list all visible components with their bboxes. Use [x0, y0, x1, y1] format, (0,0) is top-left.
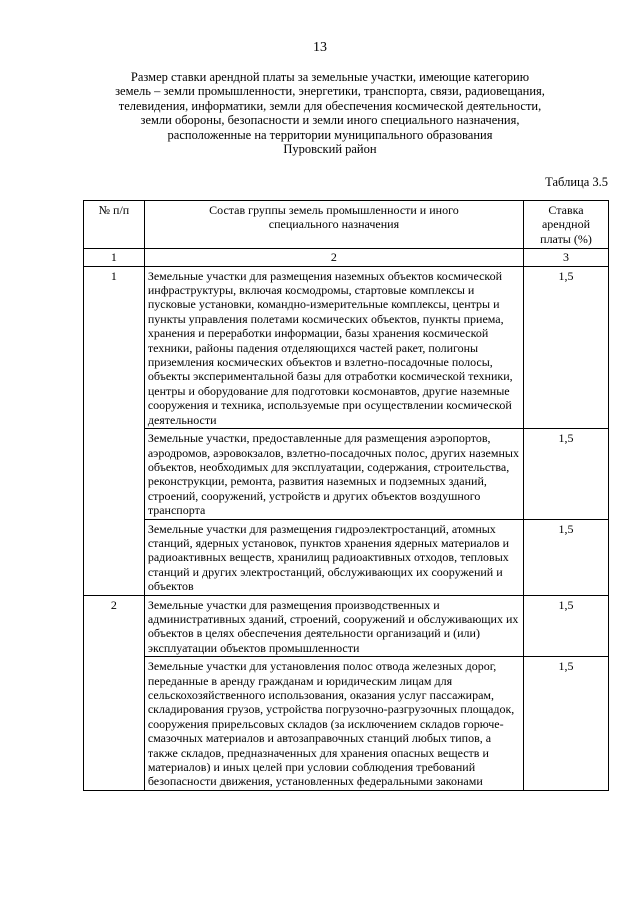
index-cell: 2 [144, 249, 523, 266]
header-number: № п/п [84, 201, 145, 249]
row-description: Земельные участки для установления полос отвода железных дорог, переданные в аренду гражданам и юридическим лицам для сельскохозяйственного использования, оказания услуг пассажирам, складирования грузов, устройства погрузочно-разгрузочных площадок, сооружения прирельсовых складов (за исключением складов горюче-смазочных материалов и автозаправочных станций любых типов, а также складов, предназначенных для хранения опасных веществ и материалов) и иных целей при условии соблюдения требований безопасности движения, установленных федеральными законами [144, 657, 523, 791]
row-rate: 1,5 [524, 657, 609, 791]
index-row [84, 249, 609, 266]
row-number: 1 [84, 266, 145, 428]
row-number [84, 657, 145, 791]
title-line: Размер ставки арендной платы за земельные участки, имеющие категорию [130, 70, 530, 84]
row-rate: 1,5 [524, 595, 609, 657]
row-description: Земельные участки для размещения гидроэлектростанций, атомных станций, ядерных установок, пунктов хранения ядерных материалов и радиоактивных веществ, хранилищ радиоактивных отходов, тепловых станций и других электростанций, обслуживающих их сооружений и объектов [144, 519, 523, 595]
table-row [84, 519, 609, 595]
header-row [84, 201, 609, 249]
title-line: телевидения, информатики, земли для обеспечения космической деятельности, [118, 98, 542, 113]
rates-table [83, 200, 609, 791]
table-row [84, 595, 609, 657]
row-description: Земельные участки, предоставленные для размещения аэропортов, аэродромов, аэровокзалов, взлетно-посадочных полос, других наземных объектов, необходимых для эксплуатации, содержания, строительства, реконструкции, ремонта, развития наземных и подземных зданий, строений, сооружений, устройств и других объектов воздушного транспорта [144, 429, 523, 519]
index-cell: 1 [84, 249, 145, 266]
index-cell: 3 [524, 249, 609, 266]
row-description: Земельные участки для размещения производственных и административных зданий, строений, сооружений и обслуживающих их объектов в целях обеспечения деятельности организаций и (или) эксплуатации объектов промышленности [144, 595, 523, 657]
title-line: Пуровский район [283, 142, 377, 157]
header-composition: Состав группы земель промышленности и иного специального назначения [144, 201, 523, 249]
row-number [84, 519, 145, 595]
title-line: земель – земли промышленности, энергетики, транспорта, связи, радиовещания, [115, 84, 545, 99]
page-number: 13 [313, 40, 327, 55]
table-row [84, 266, 609, 428]
row-number [84, 429, 145, 519]
document-title [110, 70, 550, 156]
table-row [84, 657, 609, 791]
row-description: Земельные участки для размещения наземных объектов космической инфраструктуры, включая космодромы, стартовые комплексы и пусковые установки, командно-измерительные комплексы, центры и пункты управления полетами космических объектов, пункты приема, хранения и переработки информации, базы хранения космической техники, районы падения отделяющихся частей ракет, полигоны приземления космических объектов и взлетно-посадочные полосы, объекты экспериментальной базы для отработки космической техники, центры и оборудование для подготовки космонавтов, другие наземные сооружения и техника, используемые при осуществлении космической деятельности [144, 266, 523, 428]
row-number: 2 [84, 595, 145, 657]
title-line: расположенные на территории муниципального образования [167, 127, 493, 142]
row-rate: 1,5 [524, 519, 609, 595]
title-line: земли обороны, безопасности и земли иного специального назначения, [140, 113, 520, 128]
table-label: Таблица 3.5 [545, 175, 608, 189]
header-rate: Ставка арендной платы (%) [524, 201, 609, 249]
row-rate: 1,5 [524, 266, 609, 428]
row-rate: 1,5 [524, 429, 609, 519]
table-row [84, 429, 609, 519]
